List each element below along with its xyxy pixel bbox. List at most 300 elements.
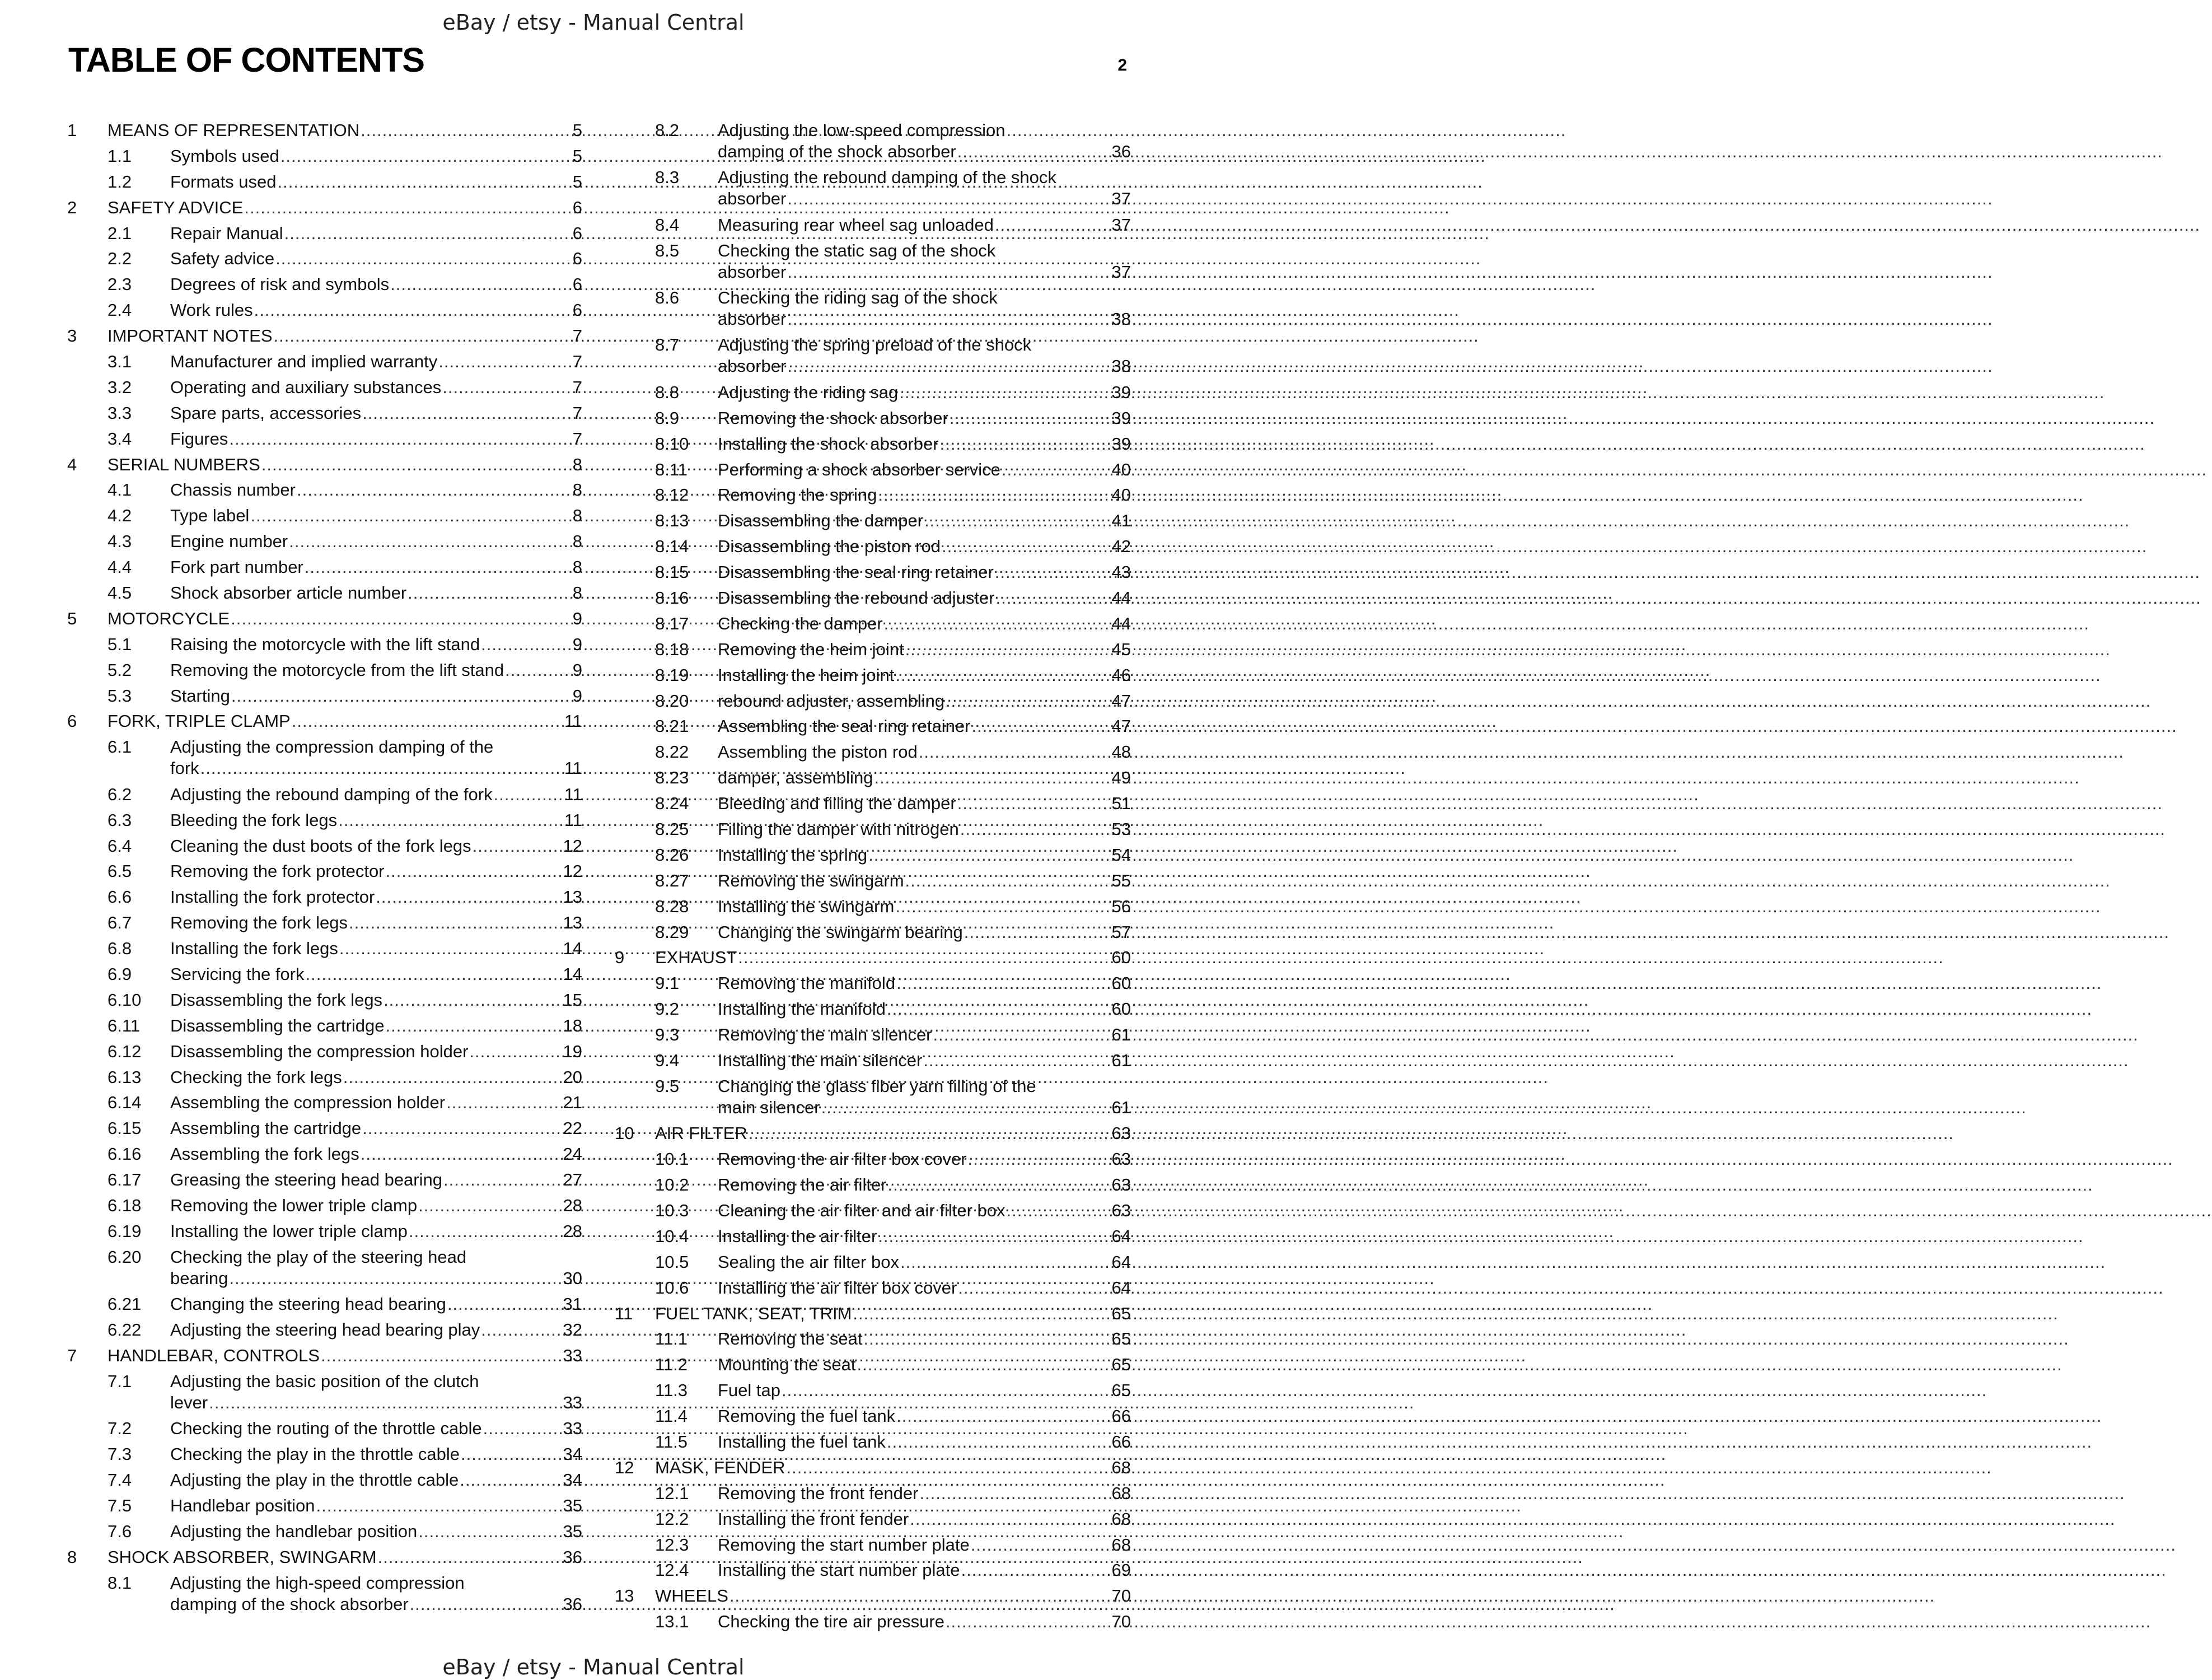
toc-section-entry[interactable] — [67, 810, 582, 836]
toc-entry-title: Cleaning the dust boots of the fork legs — [170, 836, 471, 856]
toc-section-entry[interactable] — [67, 1015, 582, 1041]
toc-section-entry[interactable] — [615, 690, 1131, 716]
dot-leader — [896, 1406, 1107, 1427]
toc-section-entry[interactable] — [67, 351, 582, 377]
dot-leader — [887, 998, 1107, 1020]
toc-section-entry[interactable] — [615, 998, 1131, 1024]
toc-section-entry[interactable] — [67, 634, 582, 660]
toc-entry-title: Bleeding and filling the damper — [718, 794, 956, 814]
dot-leader — [473, 836, 559, 857]
toc-entry-number: 6.1 — [107, 737, 132, 757]
toc-entry-page: 63 — [1111, 1123, 1131, 1144]
toc-entry-title: Checking the routing of the throttle cable — [170, 1418, 482, 1439]
toc-section-entry[interactable] — [615, 1024, 1131, 1050]
toc-section-entry[interactable] — [67, 1041, 582, 1067]
toc-entry-number: 2.2 — [107, 249, 132, 269]
toc-chapter-entry[interactable] — [67, 608, 582, 634]
toc-chapter-entry[interactable] — [615, 1303, 1131, 1329]
toc-section-entry[interactable] — [67, 479, 582, 505]
toc-section-entry[interactable] — [615, 1560, 1131, 1585]
toc-entry-title: absorber — [718, 189, 787, 209]
toc-entry-page: 68 — [1111, 1509, 1131, 1529]
dot-leader — [821, 1097, 1107, 1118]
toc-entry-title: Installing the heim joint — [718, 665, 895, 685]
toc-entry-number: 11.5 — [655, 1431, 688, 1452]
toc-entry-number: 8.16 — [655, 587, 689, 608]
toc-entry-number: 7.5 — [107, 1495, 132, 1515]
toc-entry-number: 10.1 — [655, 1149, 689, 1169]
toc-entry-page: 28 — [563, 1196, 582, 1216]
toc-section-entry[interactable] — [615, 459, 1131, 485]
toc-section-entry[interactable] — [615, 665, 1131, 690]
toc-section-entry[interactable] — [67, 1319, 582, 1345]
toc-section-entry[interactable] — [67, 1144, 582, 1169]
toc-section-entry[interactable] — [615, 1509, 1131, 1534]
toc-entry-number: 7.1 — [107, 1371, 132, 1391]
dot-leader — [960, 819, 1107, 840]
toc-section-entry[interactable] — [615, 510, 1131, 536]
toc-entry-title: lever — [170, 1392, 208, 1412]
toc-chapter-entry[interactable] — [67, 454, 582, 480]
toc-entry-number: 8.5 — [655, 240, 680, 260]
dot-leader — [738, 947, 1107, 968]
toc-section-entry[interactable] — [67, 403, 582, 428]
toc-section-entry[interactable] — [615, 1380, 1131, 1406]
toc-entry-title: AIR FILTER — [655, 1123, 747, 1144]
toc-entry-title: IMPORTANT NOTES — [107, 326, 273, 346]
toc-entry-title: Assembling the compression holder — [170, 1093, 446, 1113]
toc-entry-page: 35 — [563, 1521, 582, 1541]
toc-section-entry[interactable] — [67, 1469, 582, 1495]
toc-section-entry[interactable] — [67, 1572, 582, 1620]
dot-leader — [924, 510, 1107, 531]
dot-leader — [386, 861, 559, 882]
toc-entry-page: 37 — [1111, 189, 1131, 209]
toc-section-entry[interactable] — [615, 334, 1131, 381]
toc-entry-number: 8.20 — [655, 690, 689, 711]
toc-section-entry[interactable] — [67, 836, 582, 861]
toc-section-entry[interactable] — [615, 1252, 1131, 1277]
toc-entry-number: 6.2 — [107, 784, 132, 804]
toc-entry-page: 8 — [572, 454, 582, 474]
toc-chapter-entry[interactable] — [615, 1585, 1131, 1611]
toc-section-entry[interactable] — [615, 1277, 1131, 1303]
toc-section-entry[interactable] — [67, 912, 582, 938]
toc-section-entry[interactable] — [615, 896, 1131, 922]
toc-entry-title: MEANS OF REPRESENTATION — [107, 120, 360, 140]
toc-entry-page: 61 — [1111, 1097, 1131, 1117]
toc-chapter-entry[interactable] — [67, 711, 582, 736]
toc-entry-number: 1 — [67, 120, 77, 140]
toc-entry-title-first-line: Adjusting the compression damping of the — [170, 737, 494, 757]
toc-section-entry[interactable] — [615, 819, 1131, 844]
toc-entry-title: WHEELS — [655, 1586, 728, 1606]
toc-entry-page: 69 — [1111, 1560, 1131, 1580]
toc-entry-number: 8.22 — [655, 742, 689, 762]
toc-section-entry[interactable] — [67, 685, 582, 711]
toc-entry-page: 6 — [572, 223, 582, 243]
toc-entry-title: Checking the tire air pressure — [718, 1612, 944, 1632]
toc-entry-page: 68 — [1111, 1483, 1131, 1503]
toc-entry-page: 65 — [1111, 1329, 1131, 1349]
toc-section-entry[interactable] — [67, 248, 582, 274]
toc-entry-page: 7 — [572, 326, 582, 346]
toc-section-entry[interactable] — [67, 1118, 582, 1144]
toc-entry-number: 6.16 — [107, 1144, 142, 1164]
toc-entry-title: Installing the air filter box cover — [718, 1277, 957, 1298]
toc-entry-page: 54 — [1111, 844, 1131, 865]
dot-leader — [284, 223, 563, 244]
toc-entry-page: 7 — [572, 377, 582, 397]
toc-entry-page: 7 — [572, 428, 582, 449]
toc-chapter-entry[interactable] — [67, 1345, 582, 1371]
toc-entry-title: Installing the swingarm — [718, 896, 895, 916]
dot-leader — [996, 587, 1107, 609]
toc-entry-title: Removing the fork legs — [170, 913, 348, 933]
dot-leader — [895, 896, 1107, 917]
dot-leader — [905, 870, 1107, 892]
toc-entry-page: 12 — [563, 861, 582, 881]
toc-entry-title: Removing the lower triple clamp — [170, 1196, 418, 1216]
dot-leader — [957, 793, 1107, 814]
toc-entry-number: 2.4 — [107, 300, 132, 320]
toc-entry-page: 9 — [572, 634, 582, 654]
dot-leader — [280, 146, 563, 167]
toc-section-entry[interactable] — [67, 428, 582, 454]
toc-entry-page: 60 — [1111, 999, 1131, 1019]
toc-entry-page: 22 — [563, 1118, 582, 1138]
toc-entry-number: 6.18 — [107, 1196, 142, 1216]
toc-section-entry[interactable] — [615, 382, 1131, 408]
dot-leader — [942, 536, 1107, 557]
toc-entry-page: 8 — [572, 506, 582, 526]
toc-entry-title: Disassembling the rebound adjuster — [718, 587, 995, 608]
toc-entry-page: 18 — [563, 1015, 582, 1035]
toc-entry-title: Chassis number — [170, 480, 296, 500]
toc-section-entry[interactable] — [67, 582, 582, 608]
toc-entry-title: Removing the heim joint — [718, 639, 904, 659]
dot-leader — [995, 214, 1107, 236]
toc-section-entry[interactable] — [615, 484, 1131, 510]
toc-entry-page: 61 — [1111, 1051, 1131, 1070]
dot-leader — [408, 582, 563, 604]
toc-entry-title: Installing the air filter — [718, 1226, 877, 1246]
toc-entry-title: Engine number — [170, 531, 288, 552]
dot-leader — [229, 428, 563, 450]
dot-leader — [378, 1547, 559, 1568]
toc-entry-page: 70 — [1111, 1586, 1131, 1606]
dot-leader — [964, 922, 1107, 943]
toc-section-entry[interactable] — [67, 505, 582, 531]
toc-section-entry[interactable] — [615, 408, 1131, 433]
toc-entry-title: Removing the spring — [718, 485, 877, 505]
toc-section-entry[interactable] — [67, 1418, 582, 1444]
toc-section-entry[interactable] — [615, 1149, 1131, 1174]
toc-entry-page: 24 — [563, 1144, 582, 1164]
toc-entry-title: Disassembling the seal ring retainer — [718, 562, 994, 582]
dot-leader — [316, 1495, 559, 1516]
toc-entry-title: damping of the shock absorber — [170, 1594, 409, 1614]
toc-section-entry[interactable] — [615, 1354, 1131, 1380]
toc-entry-number: 10.2 — [655, 1175, 689, 1195]
toc-entry-number: 2.3 — [107, 274, 132, 295]
toc-section-entry[interactable] — [615, 716, 1131, 741]
toc-section-entry[interactable] — [67, 377, 582, 403]
toc-entry-title: Fuel tap — [718, 1380, 781, 1401]
toc-section-entry[interactable] — [67, 1521, 582, 1547]
dot-leader — [443, 1169, 559, 1191]
toc-entry-number: 8.25 — [655, 819, 689, 839]
toc-section-entry[interactable] — [67, 736, 582, 783]
toc-chapter-entry[interactable] — [67, 120, 582, 146]
toc-entry-page: 33 — [563, 1418, 582, 1439]
toc-entry-number: 3.4 — [107, 428, 132, 449]
toc-section-entry[interactable] — [67, 171, 582, 197]
toc-section-entry[interactable] — [615, 562, 1131, 587]
toc-section-entry[interactable] — [615, 1226, 1131, 1252]
toc-section-entry[interactable] — [615, 1611, 1131, 1637]
toc-entry-page: 42 — [1111, 536, 1131, 557]
toc-entry-number: 6.4 — [107, 836, 132, 856]
dot-leader — [339, 938, 559, 959]
toc-entry-page: 38 — [1111, 309, 1131, 329]
toc-section-entry[interactable] — [615, 870, 1131, 896]
toc-section-entry[interactable] — [67, 300, 582, 325]
toc-section-entry[interactable] — [615, 1050, 1131, 1076]
toc-entry-number: 8.4 — [655, 214, 680, 235]
toc-entry-title: Installing the front fender — [718, 1509, 909, 1529]
toc-entry-page: 27 — [563, 1170, 582, 1190]
toc-entry-number: 5.1 — [107, 634, 132, 654]
toc-chapter-entry[interactable] — [67, 1547, 582, 1572]
toc-section-entry[interactable] — [67, 1371, 582, 1418]
toc-entry-number: 8.28 — [655, 896, 689, 916]
dot-leader — [275, 248, 563, 269]
toc-entry-number: 5.3 — [107, 685, 132, 706]
toc-entry-title: Removing the seat — [718, 1329, 863, 1349]
toc-entry-page: 61 — [1111, 1025, 1131, 1045]
toc-section-entry[interactable] — [67, 1195, 582, 1221]
toc-section-entry[interactable] — [615, 639, 1131, 665]
toc-entry-title: Removing the motorcycle from the lift stand — [170, 660, 504, 680]
toc-section-entry[interactable] — [67, 1067, 582, 1093]
toc-entry-page: 68 — [1111, 1534, 1131, 1555]
toc-entry-title: Installing the manifold — [718, 999, 886, 1019]
toc-entry-number: 7.3 — [107, 1444, 132, 1464]
toc-entry-page: 11 — [564, 810, 582, 830]
dot-leader — [933, 1024, 1107, 1046]
toc-entry-number: 8.2 — [655, 120, 680, 140]
dot-leader — [390, 274, 563, 295]
toc-entry-title: Degrees of risk and symbols — [170, 274, 390, 295]
toc-section-entry[interactable] — [615, 1328, 1131, 1354]
toc-entry-title: Adjusting the handlebar position — [170, 1521, 418, 1541]
toc-section-entry[interactable] — [615, 613, 1131, 639]
toc-entry-title: Work rules — [170, 300, 253, 320]
dot-leader — [349, 912, 558, 934]
toc-entry-number: 6.5 — [107, 861, 132, 881]
toc-section-entry[interactable] — [67, 531, 582, 557]
toc-entry-number: 8.17 — [655, 613, 689, 633]
toc-entry-number: 5.2 — [107, 660, 132, 680]
toc-chapter-entry[interactable] — [615, 1123, 1131, 1149]
toc-entry-number: 9.2 — [655, 999, 680, 1019]
toc-entry-page: 40 — [1111, 485, 1131, 505]
toc-entry-page: 49 — [1111, 768, 1131, 788]
toc-entry-number: 7.2 — [107, 1418, 132, 1439]
dot-leader — [853, 1303, 1107, 1324]
dot-leader — [946, 690, 1107, 712]
toc-section-entry[interactable] — [615, 1431, 1131, 1457]
toc-section-entry[interactable] — [67, 964, 582, 990]
toc-entry-title: damper, assembling — [718, 768, 873, 788]
toc-section-entry[interactable] — [615, 120, 1131, 167]
toc-section-entry[interactable] — [615, 1174, 1131, 1200]
toc-section-entry[interactable] — [615, 1076, 1131, 1123]
toc-section-entry[interactable] — [67, 861, 582, 886]
toc-section-entry[interactable] — [615, 1534, 1131, 1560]
toc-entry-page: 14 — [563, 964, 582, 984]
toc-entry-page: 60 — [1111, 973, 1131, 993]
toc-entry-title: Handlebar position — [170, 1495, 315, 1515]
toc-entry-number: 5 — [67, 608, 77, 628]
toc-entry-page: 21 — [563, 1093, 582, 1113]
toc-entry-title: Spare parts, accessories — [170, 403, 362, 423]
toc-section-entry[interactable] — [67, 557, 582, 582]
toc-chapter-entry[interactable] — [67, 325, 582, 351]
toc-section-entry[interactable] — [615, 167, 1131, 214]
toc-chapter-entry[interactable] — [67, 197, 582, 223]
toc-entry-title-first-line: Adjusting the basic position of the clutch — [170, 1371, 479, 1391]
toc-entry-page: 70 — [1111, 1612, 1131, 1632]
toc-entry-title: MASK, FENDER — [655, 1457, 785, 1477]
toc-entry-page: 65 — [1111, 1303, 1131, 1323]
toc-section-entry[interactable] — [615, 1200, 1131, 1226]
toc-entry-title: Filling the damper with nitrogen — [718, 819, 959, 839]
toc-section-entry[interactable] — [67, 274, 582, 300]
toc-entry-number: 1.1 — [107, 146, 132, 166]
toc-entry-number: 4.3 — [107, 531, 132, 552]
toc-section-entry[interactable] — [615, 1406, 1131, 1431]
dot-leader — [278, 171, 563, 193]
toc-section-entry[interactable] — [67, 784, 582, 810]
dot-leader — [306, 964, 559, 985]
dot-leader — [958, 1277, 1107, 1299]
dot-leader — [447, 1294, 559, 1315]
toc-section-entry[interactable] — [67, 886, 582, 912]
dot-leader — [896, 973, 1107, 994]
toc-section-entry[interactable] — [615, 767, 1131, 793]
toc-section-entry[interactable] — [67, 1247, 582, 1294]
dot-leader — [888, 1174, 1107, 1196]
toc-entry-title: damping of the shock absorber — [718, 142, 956, 161]
toc-entry-page: 9 — [572, 660, 582, 680]
toc-section-entry[interactable] — [67, 990, 582, 1015]
toc-entry-number: 8 — [67, 1547, 77, 1567]
dot-leader — [899, 382, 1107, 403]
dot-leader — [231, 685, 563, 707]
toc-entry-title: Operating and auxiliary substances — [170, 377, 442, 397]
toc-section-entry[interactable] — [67, 1294, 582, 1319]
toc-section-entry[interactable] — [615, 536, 1131, 562]
toc-entry-title: main silencer — [718, 1097, 820, 1117]
toc-section-entry[interactable] — [615, 287, 1131, 334]
toc-section-entry[interactable] — [615, 844, 1131, 870]
toc-entry-title: Repair Manual — [170, 223, 283, 243]
toc-section-entry[interactable] — [67, 1444, 582, 1469]
toc-entry-title: Installing the fork protector — [170, 887, 375, 907]
toc-entry-number: 8.24 — [655, 794, 689, 814]
toc-entry-title: bearing — [170, 1268, 228, 1288]
toc-entry-title: Removing the shock absorber — [718, 408, 948, 428]
toc-entry-number: 6 — [67, 711, 77, 731]
toc-entry-title: FORK, TRIPLE CLAMP — [107, 711, 291, 731]
toc-entry-page: 32 — [563, 1320, 582, 1340]
toc-section-entry[interactable] — [67, 1495, 582, 1521]
toc-entry-page: 7 — [572, 403, 582, 423]
toc-entry-number: 7.4 — [107, 1470, 132, 1490]
dot-leader — [857, 1354, 1107, 1375]
dot-leader — [250, 505, 563, 526]
toc-entry-number: 3 — [67, 326, 77, 346]
toc-section-entry[interactable] — [615, 1483, 1131, 1509]
toc-entry-page: 60 — [1111, 948, 1131, 968]
toc-entry-number: 13.1 — [655, 1612, 689, 1632]
toc-section-entry[interactable] — [615, 793, 1131, 819]
toc-entry-title: Adjusting the steering head bearing play — [170, 1320, 480, 1340]
toc-entry-number: 11 — [615, 1303, 633, 1323]
toc-section-entry[interactable] — [67, 1169, 582, 1195]
toc-entry-number: 9.1 — [655, 973, 680, 993]
toc-section-entry[interactable] — [615, 240, 1131, 287]
toc-section-entry[interactable] — [67, 223, 582, 249]
toc-entry-title: Disassembling the cartridge — [170, 1015, 385, 1035]
toc-section-entry[interactable] — [615, 587, 1131, 613]
dot-leader — [481, 634, 563, 655]
toc-section-entry[interactable] — [67, 1092, 582, 1118]
toc-section-entry[interactable] — [67, 660, 582, 685]
dot-leader — [469, 1041, 558, 1062]
toc-entry-title-first-line: Checking the static sag of the shock — [718, 240, 996, 260]
toc-entry-page: 48 — [1111, 742, 1131, 762]
toc-section-entry[interactable] — [615, 973, 1131, 998]
toc-entry-number: 10.6 — [655, 1277, 689, 1298]
toc-entry-number: 6.6 — [107, 887, 132, 907]
toc-chapter-entry[interactable] — [615, 947, 1131, 973]
toc-entry-page: 5 — [572, 120, 582, 140]
toc-entry-number: 12 — [615, 1457, 634, 1477]
toc-section-entry[interactable] — [67, 938, 582, 964]
toc-entry-title: Installing the fuel tank — [718, 1431, 886, 1452]
toc-section-entry[interactable] — [615, 741, 1131, 767]
toc-section-entry[interactable] — [67, 146, 582, 171]
dot-leader — [438, 351, 563, 372]
toc-entry-number: 6.11 — [107, 1015, 141, 1035]
toc-section-entry[interactable] — [615, 214, 1131, 240]
toc-section-entry[interactable] — [67, 1221, 582, 1247]
dot-leader — [863, 1328, 1107, 1350]
toc-entry-title: Removing the start number plate — [718, 1534, 970, 1555]
toc-entry-number: 12.3 — [655, 1534, 689, 1555]
toc-section-entry[interactable] — [615, 433, 1131, 459]
toc-entry-number: 4.1 — [107, 480, 132, 500]
toc-chapter-entry[interactable] — [615, 1457, 1131, 1483]
toc-entry-page: 64 — [1111, 1226, 1131, 1246]
toc-entry-page: 7 — [572, 352, 582, 372]
toc-entry-number: 8.27 — [655, 870, 689, 890]
toc-entry-number: 6.13 — [107, 1067, 142, 1087]
toc-section-entry[interactable] — [615, 922, 1131, 948]
